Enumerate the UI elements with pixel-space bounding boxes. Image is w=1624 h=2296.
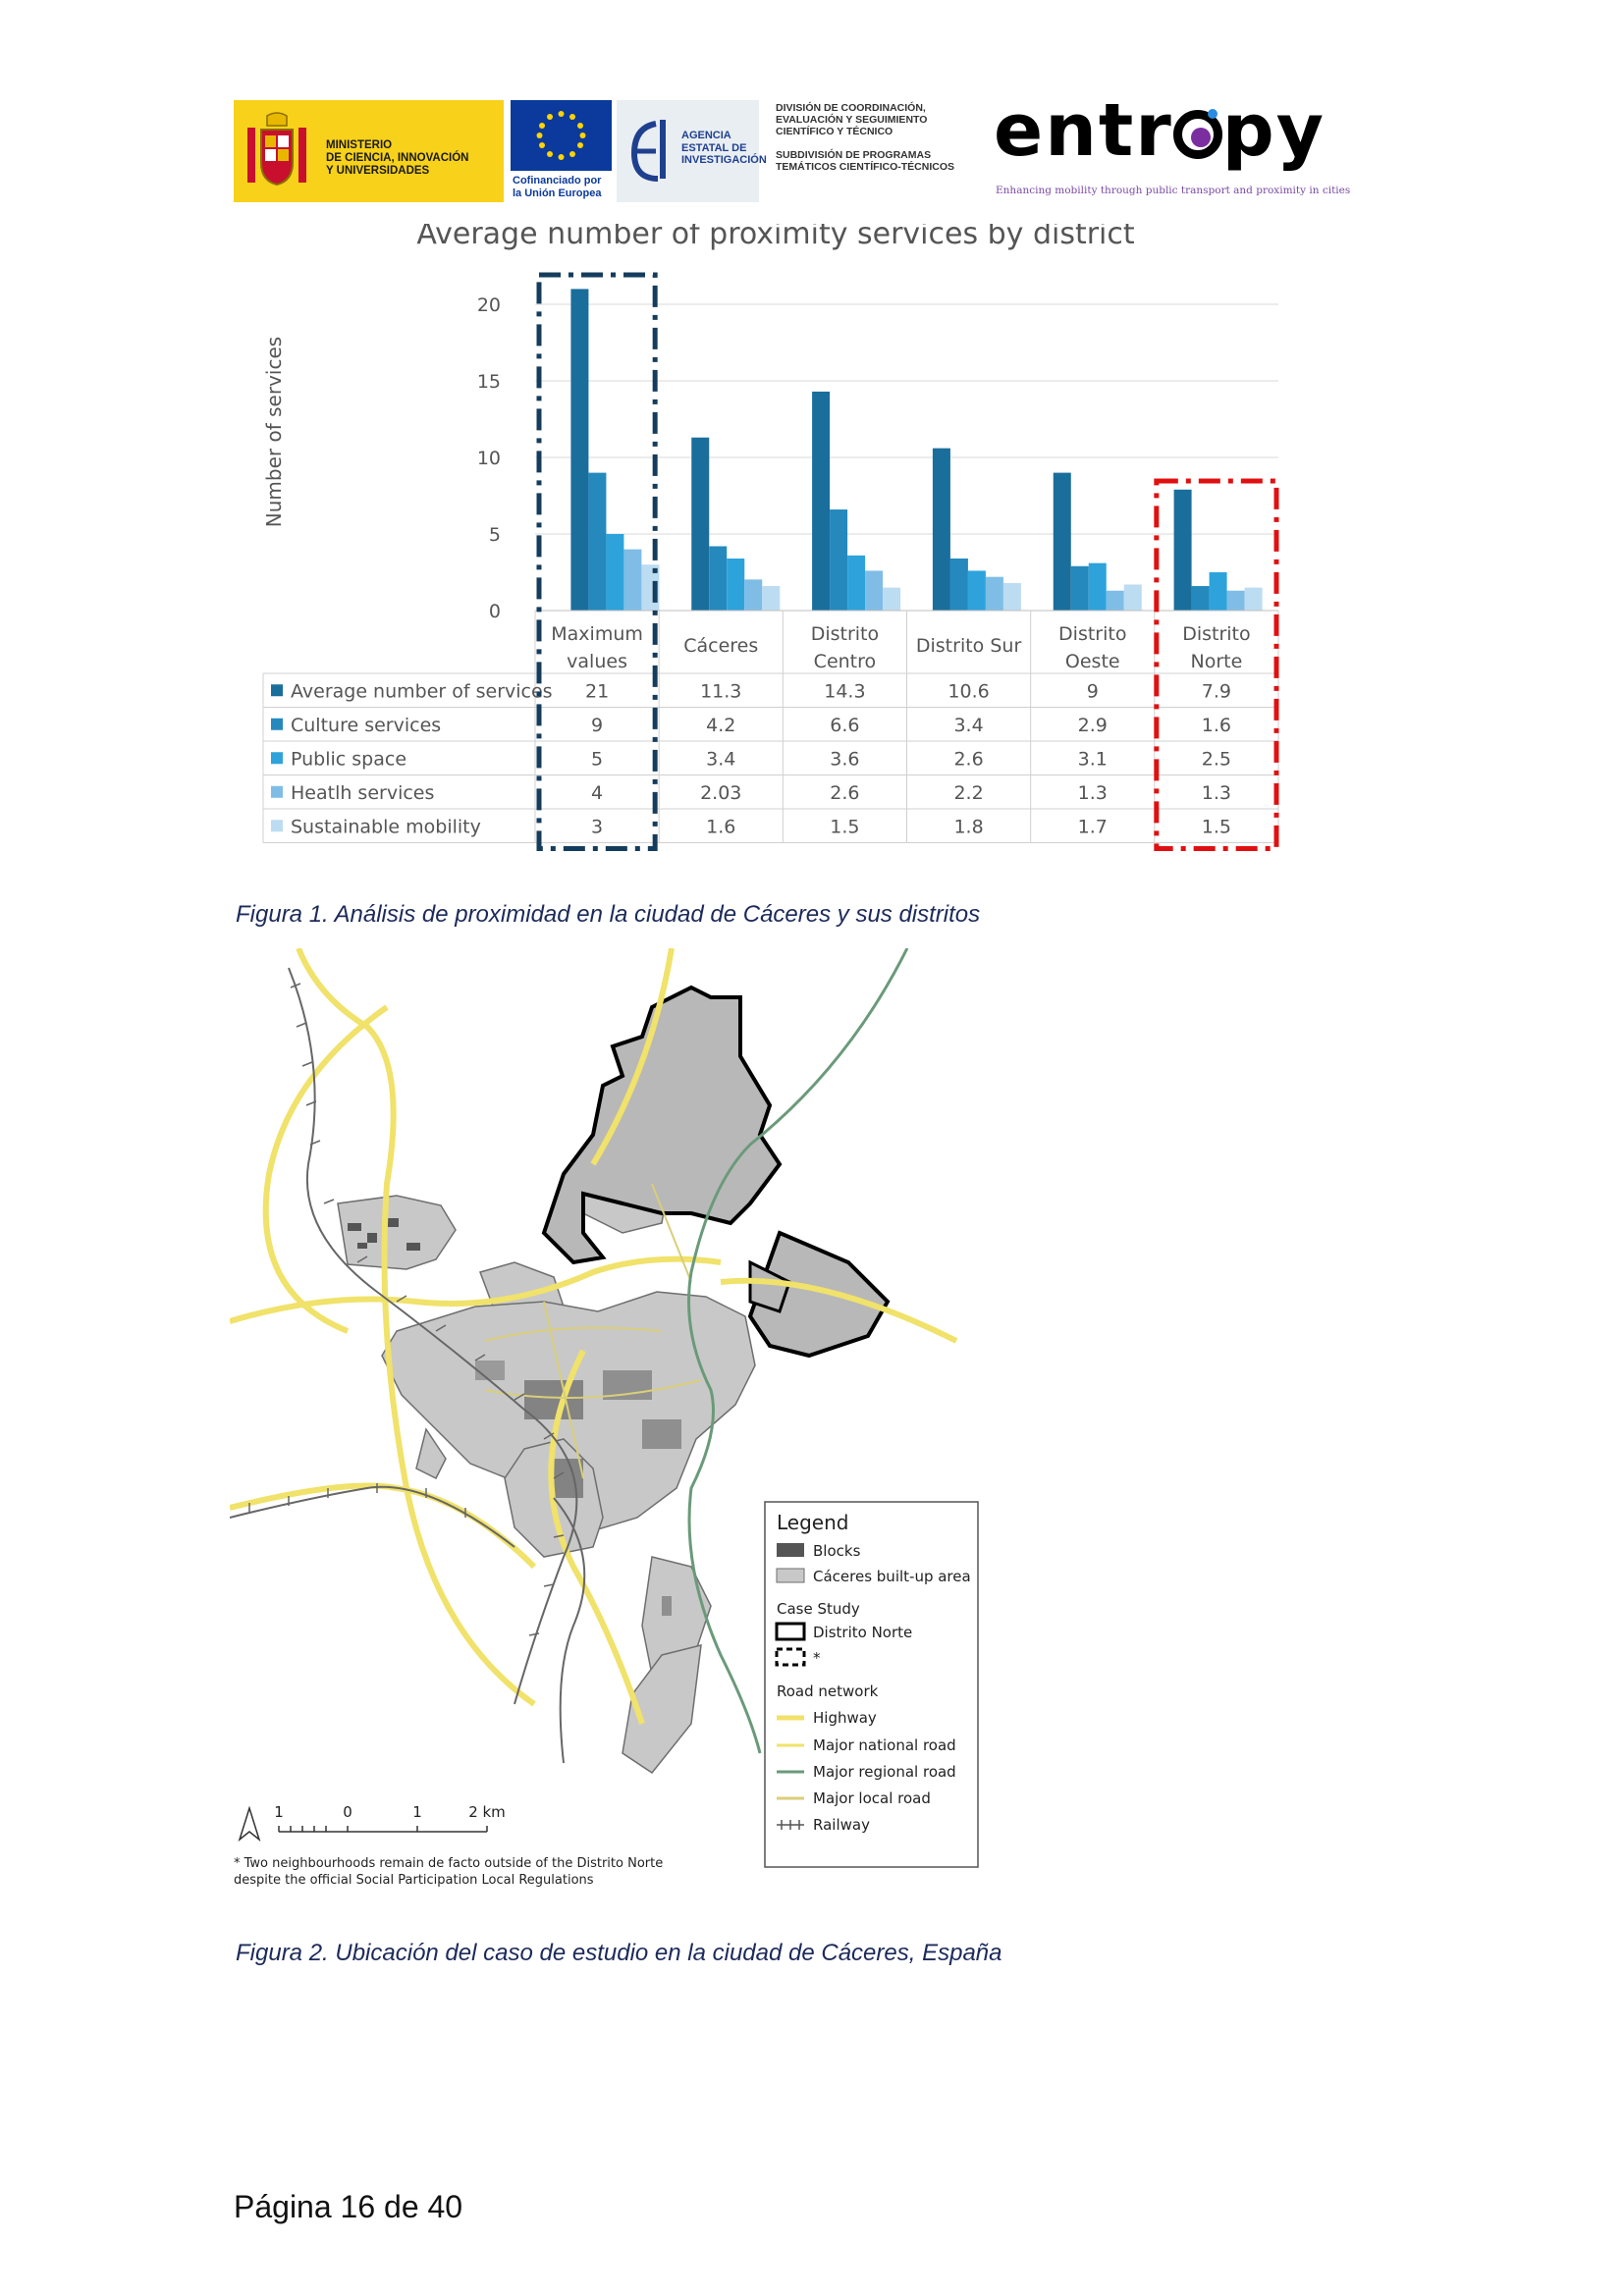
chart-bar [950, 559, 968, 611]
division-line4: SUBDIVISIÓN DE PROGRAMAS [776, 149, 932, 162]
chart-category-label: Distrito [1182, 623, 1251, 645]
chart-data-label: 10.6 [947, 680, 990, 703]
page-number: Página 16 de 40 [234, 2189, 463, 2224]
ministry-line2: DE CIENCIA, INNOVACIÓN [326, 152, 469, 165]
legend-asterisk-label: * [813, 1649, 821, 1667]
chart-data-label: 2.6 [953, 748, 984, 771]
legend-distrito-norte-label: Distrito Norte [813, 1624, 913, 1641]
division-line1: DIVISIÓN DE COORDINACIÓN, [776, 102, 926, 114]
map-legend [765, 1502, 978, 1867]
chart-bar [1210, 572, 1227, 611]
chart-data-label: 2.5 [1201, 748, 1232, 771]
chart-category-label: Oeste [1064, 651, 1120, 672]
chart-data-label: 2.9 [1077, 714, 1108, 736]
legend-blocks-swatch [777, 1543, 804, 1557]
scale-label-2km: 2 km [468, 1803, 506, 1821]
scale-label-1: 1 [274, 1803, 284, 1821]
chart-bar [986, 577, 1003, 611]
chart-bar [1124, 584, 1142, 611]
division-line5: TEMÁTICOS CIENTÍFICO-TÉCNICOS [776, 161, 954, 174]
ministry-line3: Y UNIVERSIDADES [326, 165, 430, 178]
chart-category-label: Distrito Sur [915, 635, 1022, 657]
chart-data-label: 14.3 [824, 680, 866, 703]
chart-data-label: 2.03 [700, 781, 742, 804]
chart-data-label: 4 [591, 781, 604, 804]
chart-category-label: Distrito [810, 623, 880, 645]
chart-bar [1089, 563, 1107, 611]
caceres-map [230, 948, 996, 1900]
chart-bar [1227, 591, 1245, 611]
chart-legend-swatch [271, 786, 283, 798]
chart-ytick-label: 0 [488, 601, 501, 622]
chart-bar [1003, 583, 1021, 611]
chart-series-name: Average number of services [291, 680, 553, 703]
legend-railway-label: Railway [813, 1816, 870, 1834]
legend-distrito-norte-swatch [777, 1624, 804, 1639]
proximity-chart [255, 224, 1286, 852]
chart-legend-swatch [271, 820, 283, 831]
chart-ytick-label: 15 [476, 371, 501, 393]
chart-data-label: 1.7 [1077, 816, 1108, 838]
entropy-logo [992, 88, 1357, 202]
legend-blocks-label: Blocks [813, 1542, 861, 1560]
distrito-norte-outline [544, 988, 888, 1356]
chart-series-name: Heatlh services [291, 781, 435, 804]
legend-regional-label: Major regional road [813, 1763, 956, 1781]
chart-data-label: 2.2 [953, 781, 984, 804]
chart-bar [1192, 586, 1210, 611]
chart-data-label: 1.6 [1201, 714, 1232, 736]
chart-bar [691, 438, 709, 611]
chart-series-name: Sustainable mobility [291, 816, 481, 838]
coat-of-arms-icon [242, 110, 312, 192]
chart-data-label: 3.1 [1077, 748, 1108, 771]
chart-bar [1107, 591, 1124, 611]
chart-bar [570, 289, 588, 611]
chart-bar [623, 550, 641, 611]
figure1-caption: Figura 1. Análisis de proximidad en la ciudad de Cáceres y sus distritos [236, 901, 981, 928]
legend-title: Legend [777, 1511, 849, 1534]
chart-bar [606, 534, 623, 611]
figure2-caption: Figura 2. Ubicación del caso de estudio en la ciudad de Cáceres, España [236, 1940, 1002, 1966]
chart-data-label: 1.8 [953, 816, 984, 838]
chart-data-label: 9 [591, 714, 604, 736]
chart-data-label: 11.3 [700, 680, 742, 703]
chart-data-label: 3 [591, 816, 604, 838]
map-canvas [230, 948, 996, 1900]
chart-ytick-label: 10 [476, 448, 501, 469]
chart-bar [1054, 473, 1071, 611]
division-text [776, 102, 954, 173]
chart-legend-swatch [271, 719, 283, 730]
chart-legend-swatch [271, 752, 283, 764]
chart-bar [830, 509, 847, 611]
agency-line3: INVESTIGACIÓN [681, 154, 767, 167]
legend-road-network-label: Road network [777, 1682, 879, 1700]
agency-line1: AGENCIA [681, 130, 731, 141]
chart-series-name: Public space [291, 748, 407, 771]
chart-data-label: 1.6 [706, 816, 736, 838]
built-up-area [338, 1135, 839, 1773]
chart-bar [812, 392, 830, 611]
division-line2: EVALUACIÓN Y SEGUIMIENTO [776, 114, 928, 127]
eu-line2: la Unión Europea [513, 187, 602, 199]
entropy-logo-part-b: py [1221, 88, 1326, 173]
chart-bar [968, 570, 986, 611]
chart-bar [1174, 490, 1192, 611]
chart-bar [588, 473, 606, 611]
chart-bar [865, 570, 883, 611]
chart-bar [762, 586, 780, 611]
legend-case-study-label: Case Study [777, 1600, 860, 1618]
chart-data-label: 1.5 [830, 816, 860, 838]
chart-data-label: 1.5 [1201, 816, 1232, 838]
chart-bar [744, 579, 762, 611]
north-arrow-icon [240, 1808, 259, 1840]
chart-data-label: 3.4 [706, 748, 736, 771]
legend-builtup-label: Cáceres built-up area [813, 1568, 971, 1585]
chart-data-label: 5 [591, 748, 604, 771]
chart-legend-swatch [271, 684, 283, 696]
chart-category-label: Cáceres [683, 635, 759, 657]
chart-data-label: 3.6 [830, 748, 860, 771]
scale-bar [274, 1803, 506, 1832]
chart-category-label: Centro [813, 651, 877, 672]
chart-data-label: 2.6 [830, 781, 860, 804]
scale-label-1b: 1 [412, 1803, 422, 1821]
entropy-tagline: Enhancing mobility through public transport and proximity in cities [996, 185, 1351, 196]
chart-ytick-label: 5 [488, 524, 501, 546]
chart-bar [727, 559, 744, 611]
chart-bar [847, 556, 865, 611]
chart-data-label: 7.9 [1201, 680, 1232, 703]
entropy-logo-part-a: entr [994, 88, 1173, 173]
ministry-line1: MINISTERIO [326, 139, 393, 151]
division-line3: CIENTÍFICO Y TÉCNICO [776, 126, 893, 138]
legend-local-label: Major local road [813, 1789, 931, 1807]
chart-bar [933, 449, 950, 611]
chart-data-label: 9 [1086, 680, 1099, 703]
eu-logo [511, 100, 612, 202]
chart-data-label: 4.2 [706, 714, 736, 736]
chart-data-label: 1.3 [1077, 781, 1108, 804]
agency-ei-icon [626, 114, 672, 188]
chart-canvas [255, 224, 1286, 852]
legend-highway-label: Highway [813, 1709, 877, 1727]
chart-title: Average number of proximity services by district [416, 224, 1135, 251]
legend-builtup-swatch [777, 1569, 804, 1582]
map-footnote-line2: despite the official Social Participation Local Regulations [234, 1873, 594, 1888]
chart-data-label: 1.3 [1201, 781, 1232, 804]
chart-category-label: Distrito [1058, 623, 1127, 645]
agency-logo [617, 100, 767, 202]
chart-series-name: Culture services [291, 714, 442, 736]
chart-ytick-label: 20 [476, 294, 501, 316]
chart-bar [709, 546, 727, 611]
scale-label-0: 0 [343, 1803, 352, 1821]
chart-bar [1245, 588, 1263, 611]
eu-flag-icon [511, 100, 612, 171]
chart-category-label: Norte [1190, 651, 1243, 672]
chart-category-label: Maximum [551, 623, 643, 645]
legend-national-label: Major national road [813, 1736, 956, 1754]
legend-asterisk-swatch [777, 1649, 804, 1665]
header-logos [234, 88, 1353, 206]
chart-ylabel: Number of services [262, 336, 286, 528]
entropy-o-icon [1173, 110, 1222, 159]
chart-category-label: values [567, 651, 627, 672]
agency-line2: ESTATAL DE [681, 141, 747, 154]
chart-data-label: 3.4 [953, 714, 984, 736]
chart-data-label: 6.6 [830, 714, 860, 736]
ministry-logo [234, 100, 504, 202]
chart-data-label: 21 [584, 680, 610, 703]
chart-bar [1071, 566, 1089, 611]
chart-bar [883, 588, 900, 611]
map-footnote-line1: * Two neighbourhoods remain de facto outside of the Distrito Norte [234, 1856, 664, 1871]
eu-line1: Cofinanciado por [513, 175, 602, 187]
